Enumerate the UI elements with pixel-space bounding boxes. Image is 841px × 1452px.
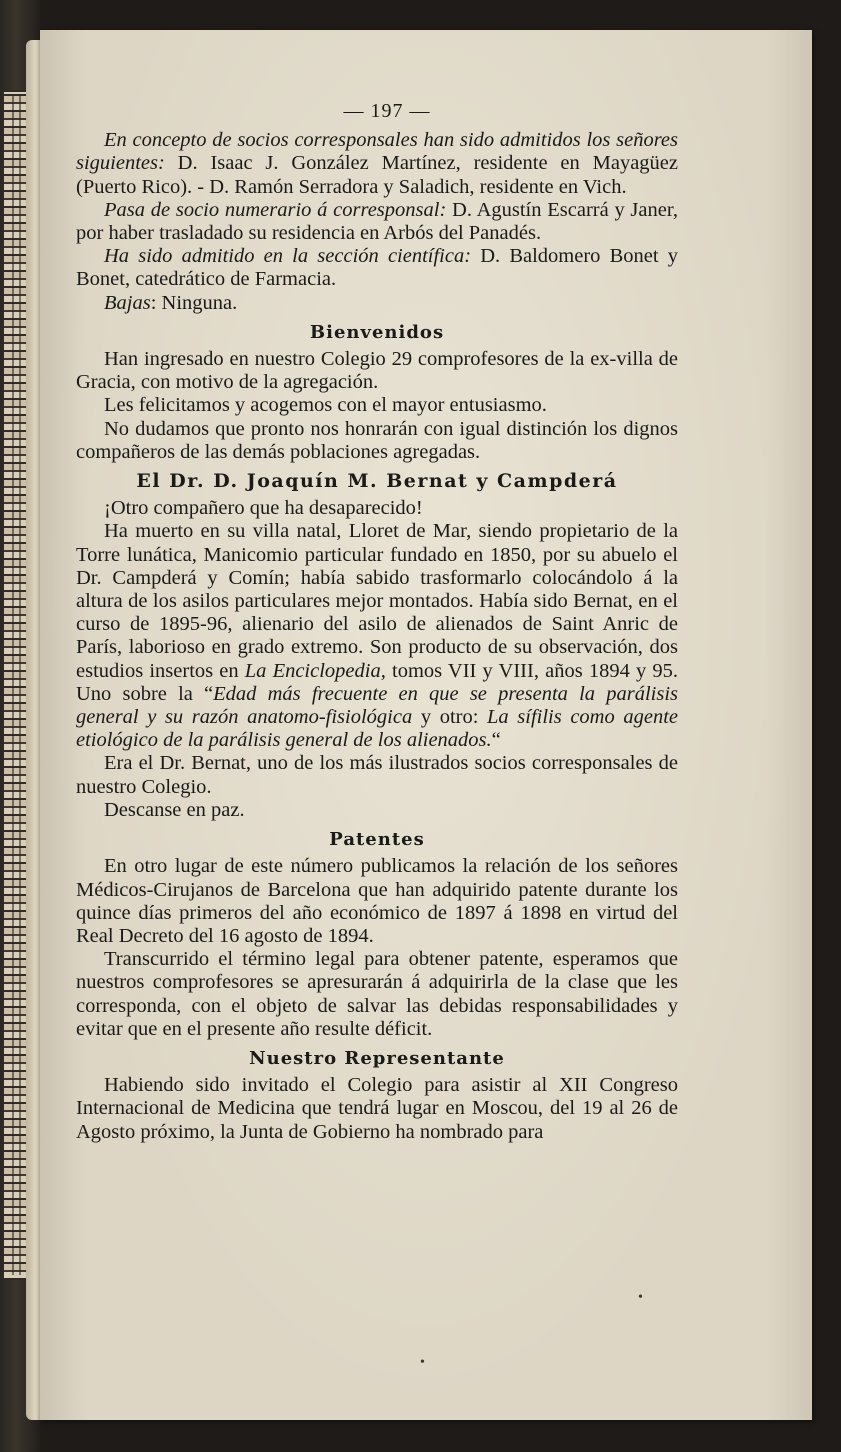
socios-paragraph-3	[76, 245, 678, 291]
patentes-paragraph-1: En otro lugar de este número publicamos la relación de los señores Médicos-Cirujanos de Barcelona que han adquirido patente durante los quince días primeros del año económico de 1897 á 1898 en virtud del Real Decreto del 16 agosto de 1894.	[76, 855, 678, 947]
bienvenidos-paragraph-2: Les felicitamos y acogemos con el mayor entusiasmo.	[104, 394, 547, 417]
bienvenidos-paragraph-1: Han ingresado en nuestro Colegio 29 comprofesores de la ex-villa de Gracia, con motivo de la agregación.	[76, 348, 678, 394]
socios-p2-lead: Pasa de socio numerario á corresponsal:	[104, 198, 447, 221]
representante-paragraph-1: Habiendo sido invitado el Colegio para asistir al XII Congreso Internacional de Medicina que tendrá lugar en Moscou, del 19 al 26 de Agosto próximo, la Junta de Gobierno ha nombrado para	[76, 1074, 678, 1143]
decorative-border-pattern	[2, 90, 28, 1280]
bernat-paragraph-1: ¡Otro compañero que ha desaparecido!	[104, 497, 423, 520]
bienvenidos-paragraph-3: No dudamos que pronto nos honrarán con igual distinción los dignos compañeros de las demás poblaciones agregadas.	[76, 417, 678, 463]
socios-paragraph-4	[76, 292, 678, 315]
page-text	[76, 100, 678, 1144]
heading-bernat: El Dr. D. Joaquín M. Bernat y Campderá	[136, 470, 618, 493]
bernat-p2-e: y otro:	[412, 706, 488, 729]
bernat-p2-d: Edad más frecuente en que se presenta la parálisis general y su razón anatomo-fisiológica	[76, 682, 678, 729]
bernat-paragraph-2	[76, 520, 678, 752]
socios-p3-lead: Ha sido admitido en la sección científica:	[104, 245, 472, 268]
socios-paragraph-2	[76, 199, 678, 245]
bernat-paragraph-3: Era el Dr. Bernat, uno de los más ilustrados socios corresponsales de nuestro Colegio.	[76, 752, 678, 798]
bernat-p2-a: Ha muerto en su villa natal, Lloret de Mar, siendo propietario de la Torre lunática, Manicomio particular fundado en 1850, por su abuelo el Dr. Campderá y Comín; había sabido trasformarlo colocándolo á la altura de los asilos particulares mejor montados. Había sido Bernat, en el curso de 1895-96, alienario del asilo de alienados de Saint Anric de París, laborioso en grado extremo. Son producto de su observación, dos estudios insertos en	[76, 520, 678, 682]
socios-p3-text: D. Baldomero Bonet y Bonet, catedrático de Farmacia.	[76, 245, 678, 291]
document-page	[40, 30, 812, 1420]
bernat-p2-b: La Enciclopedia,	[244, 659, 386, 682]
heading-representante: Nuestro Representante	[249, 1047, 505, 1069]
heading-patentes: Patentes	[329, 829, 425, 851]
ink-speck-mark: •	[638, 1290, 643, 1305]
socios-p1-text: D. Isaac J. González Martínez, residente en Mayagüez (Puerto Rico). - D. Ramón Serradora y Saladich, residente en Vich.	[76, 152, 678, 198]
ink-speck-mark: •	[420, 1355, 425, 1370]
socios-p4-lead: Bajas	[104, 291, 151, 314]
patentes-paragraph-2: Transcurrido el término legal para obtener patente, esperamos que nuestros comprofesores se apresurarán á adquirirla de la clase que les corresponda, con el objeto de salvar las debidas responsabilidades y evitar que en el presente año resulte déficit.	[76, 948, 678, 1040]
socios-p2-text: D. Agustín Escarrá y Janer, por haber trasladado su residencia en Arbós del Panadés.	[76, 198, 678, 245]
bernat-paragraph-4: Descanse en paz.	[104, 798, 245, 821]
bernat-p2-f: La sífilis como agente etiológico de la parálisis general de los alienados.	[76, 706, 678, 752]
socios-p1-lead: En concepto de socios corresponsales han sido admitidos los señores siguientes:	[76, 129, 678, 175]
socios-paragraph-1	[76, 129, 678, 199]
socios-p4-text: : Ninguna.	[150, 291, 238, 314]
bernat-p2-g: “	[491, 729, 501, 752]
page-number: — 197 —	[343, 100, 431, 122]
heading-bienvenidos: Bienvenidos	[309, 321, 445, 343]
bernat-p2-c: tomos VII y VIII, años 1894 y 95. Uno sobre la “	[76, 659, 678, 705]
